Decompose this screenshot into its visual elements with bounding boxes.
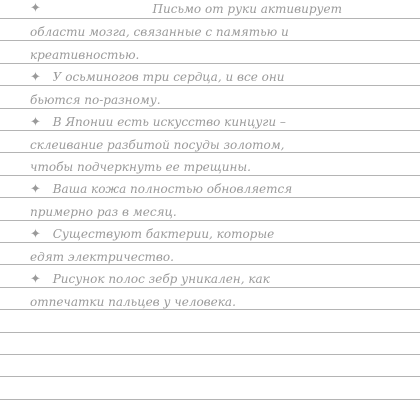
text-line-3 bbox=[30, 48, 410, 68]
text-line-13 bbox=[30, 272, 410, 292]
text-line-4 bbox=[30, 70, 410, 90]
star-bullet-icon: ✦ bbox=[30, 272, 41, 287]
text-line-11 bbox=[30, 227, 410, 247]
fact-text: области мозга, связанные с памятью и bbox=[30, 25, 289, 39]
ruled-line bbox=[0, 354, 420, 355]
text-line-14 bbox=[30, 295, 410, 315]
text-line-5 bbox=[30, 93, 410, 113]
text-line-1 bbox=[30, 2, 342, 22]
ruled-line bbox=[0, 332, 420, 333]
text-line-9 bbox=[30, 182, 410, 202]
fact-text: чтобы подчеркнуть ее трещины. bbox=[30, 160, 251, 174]
fact-text: бьются по-разному. bbox=[30, 93, 161, 107]
ruled-line bbox=[0, 399, 420, 400]
star-bullet-icon: ✦ bbox=[30, 115, 41, 130]
star-bullet-icon: ✦ bbox=[30, 2, 41, 16]
fact-text: склеивание разбитой посуды золотом, bbox=[30, 138, 285, 152]
star-bullet-icon: ✦ bbox=[30, 227, 41, 242]
text-line-8 bbox=[30, 160, 410, 180]
fact-text: примерно раз в месяц. bbox=[30, 205, 177, 219]
fact-text: креативностью. bbox=[30, 48, 140, 62]
ruled-line bbox=[0, 376, 420, 377]
text-line-12 bbox=[30, 250, 410, 270]
fact-text: Рисунок полос зебр уникален, как bbox=[52, 272, 270, 286]
text-line-7 bbox=[30, 138, 410, 158]
fact-text: отпечатки пальцев у человека. bbox=[30, 295, 236, 309]
text-line-2 bbox=[30, 25, 410, 45]
fact-text: едят электричество. bbox=[30, 250, 174, 264]
star-bullet-icon: ✦ bbox=[30, 70, 41, 85]
fact-text: У осьминогов три сердца, и все они bbox=[52, 70, 285, 84]
fact-text: Письмо от руки активирует bbox=[152, 2, 342, 16]
star-bullet-icon: ✦ bbox=[30, 182, 41, 197]
text-line-10 bbox=[30, 205, 410, 225]
fact-text: Ваша кожа полностью обновляется bbox=[52, 182, 293, 196]
fact-text: Существуют бактерии, которые bbox=[52, 227, 275, 241]
fact-text: В Японии есть искусство кинцуги – bbox=[52, 115, 286, 129]
text-line-6 bbox=[30, 115, 410, 135]
